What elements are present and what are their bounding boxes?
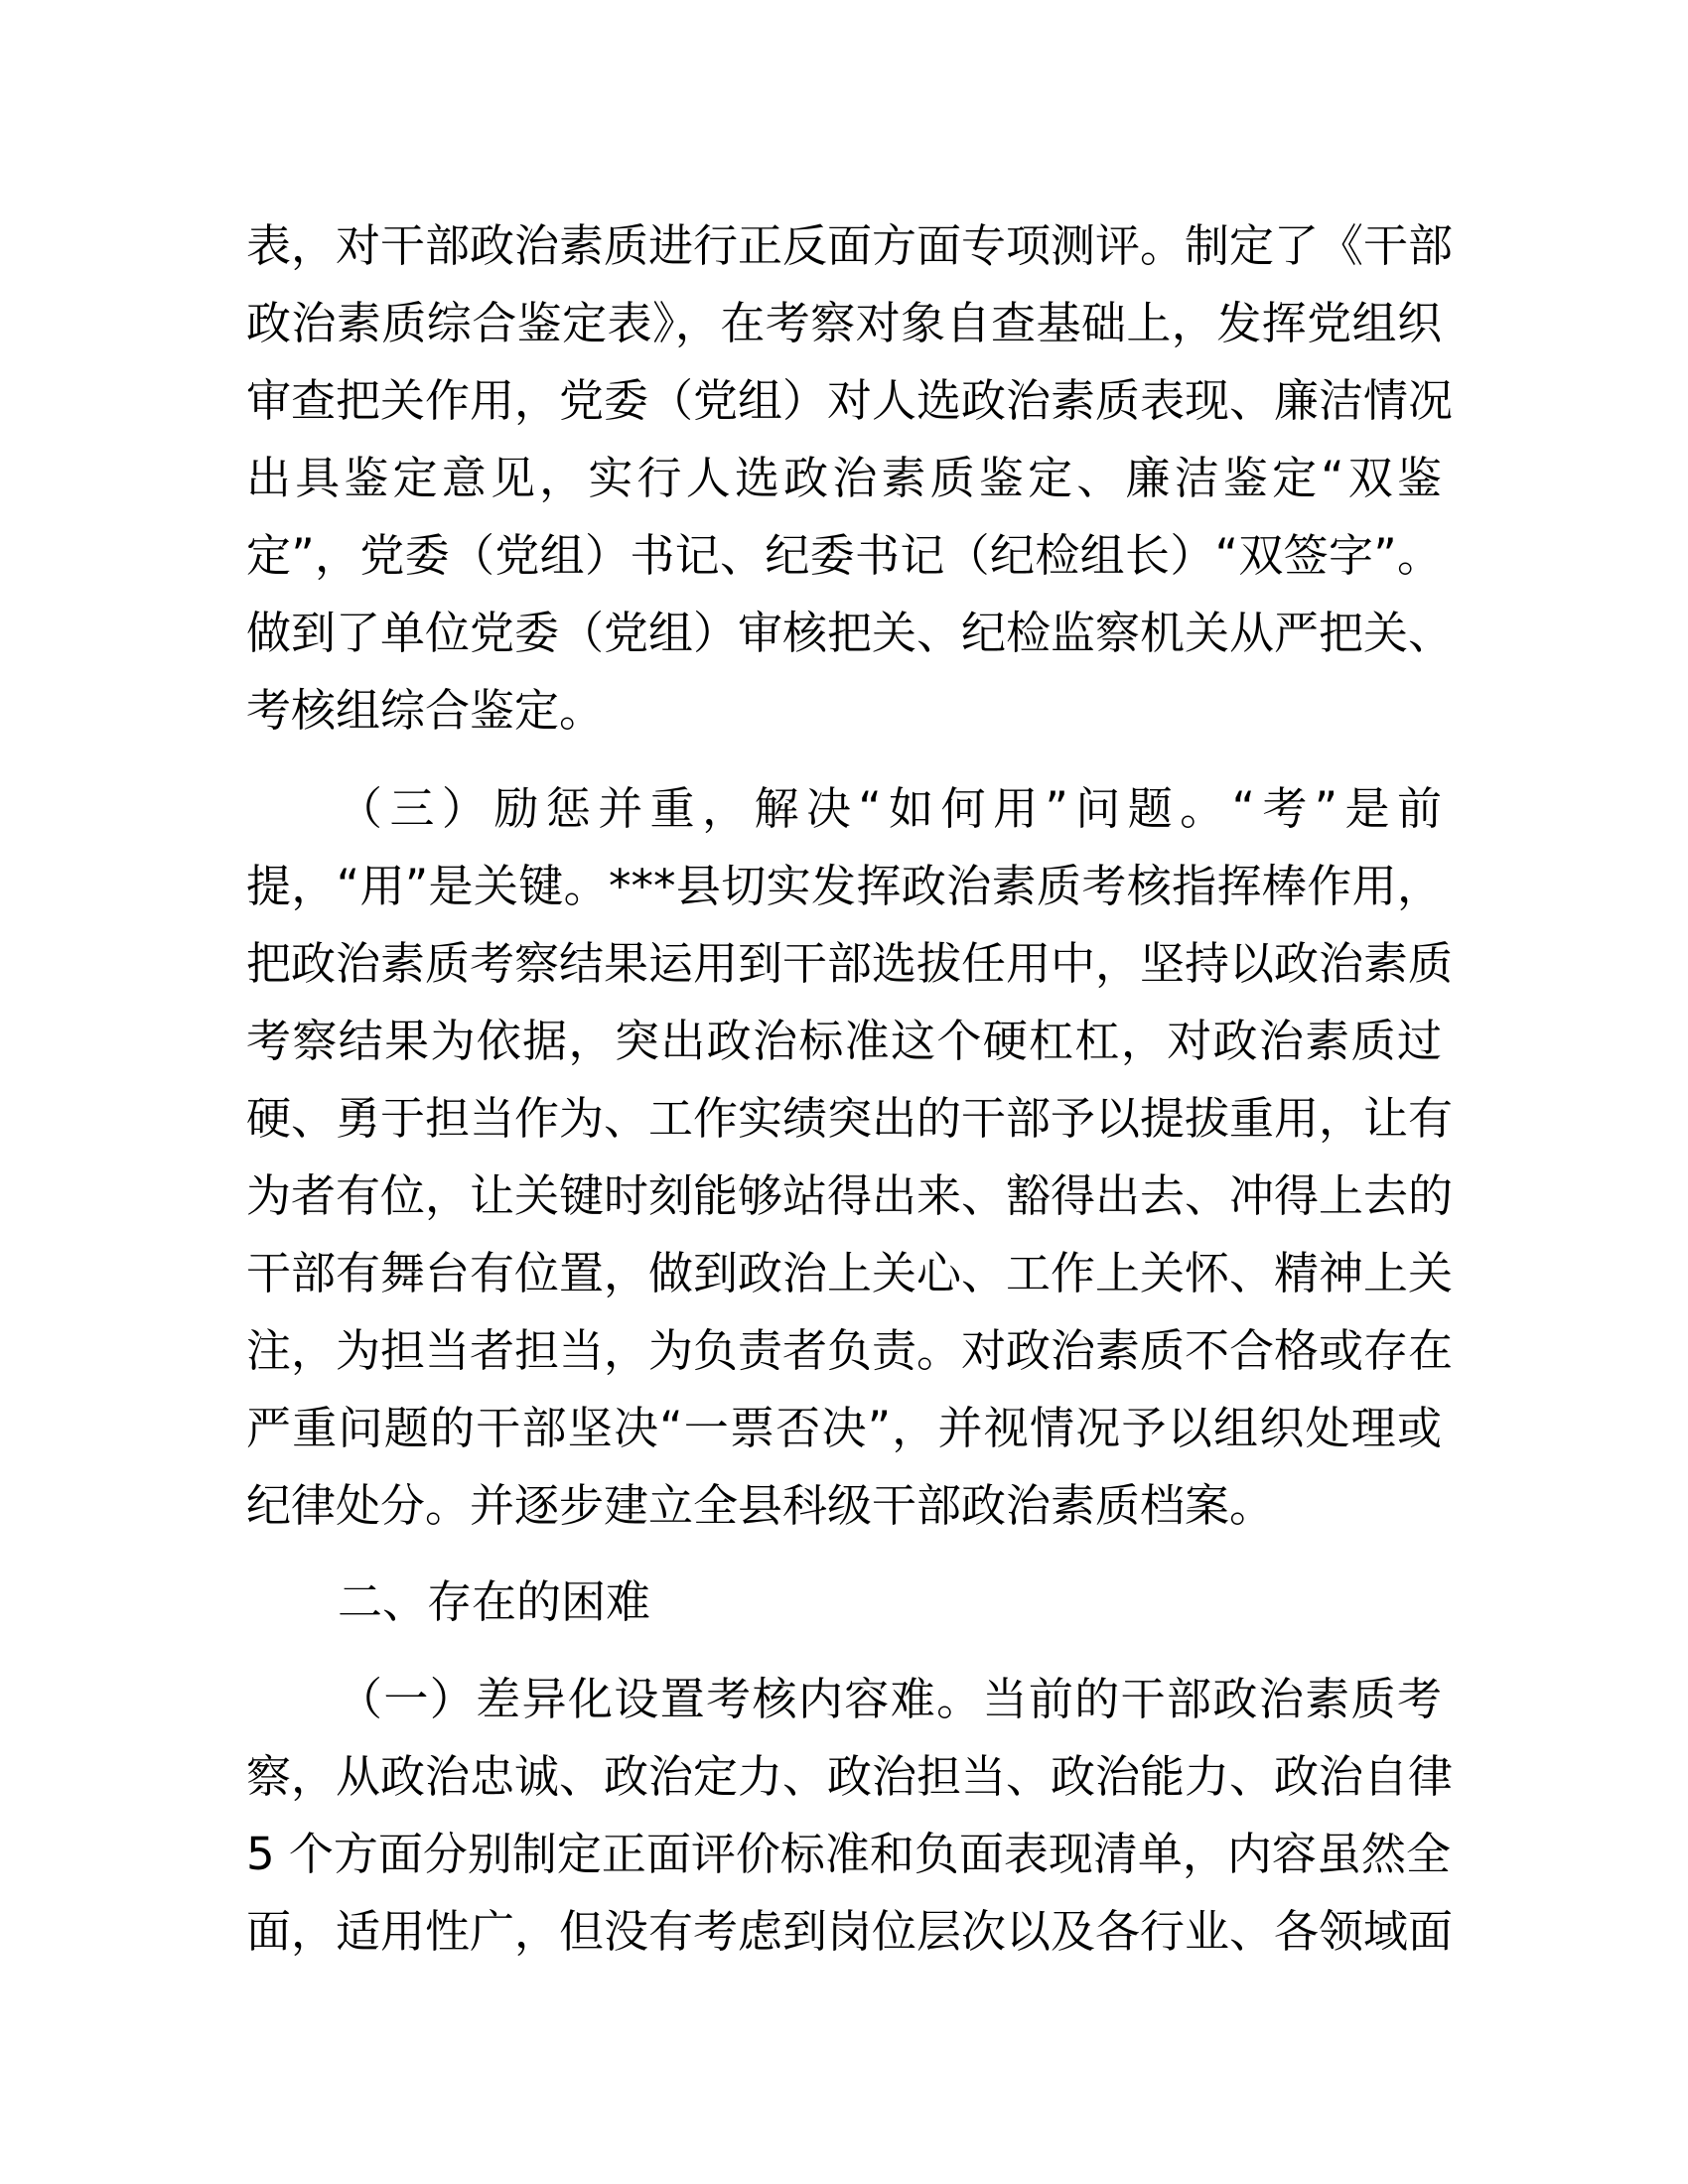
text-line: 纪律处分。并逐步建立全县科级干部政治素质档案。 xyxy=(246,1479,1275,1532)
text-line: 审查把关作用，党委（党组）对人选政治素质表现、廉洁情况 xyxy=(246,374,1454,427)
text-line-first: （三）励惩并重，解决“如何用”问题。“考”是前 xyxy=(338,782,1442,835)
text-line: 出具鉴定意见，实行人选政治素质鉴定、廉洁鉴定“双鉴 xyxy=(246,452,1442,504)
text-line: 干部有舞台有位置，做到政治上关心、工作上关怀、精神上关 xyxy=(246,1247,1454,1299)
text-line: 注，为担当者担当，为负责者负责。对政治素质不合格或存在 xyxy=(246,1324,1454,1377)
text-line: 硬、勇于担当作为、工作实绩突出的干部予以提拔重用，让有 xyxy=(246,1092,1454,1145)
text-line: 严重问题的干部坚决“一票否决”，并视情况予以组织处理或 xyxy=(246,1402,1442,1454)
heading-text: 二、存在的困难 xyxy=(338,1575,651,1628)
text-line: 面，适用性广，但没有考虑到岗位层次以及各行业、各领域面 xyxy=(246,1905,1454,1958)
text-line: 察，从政治忠诚、政治定力、政治担当、政治能力、政治自律 xyxy=(246,1750,1454,1803)
text-line: 为者有位，让关键时刻能够站得出来、豁得出去、冲得上去的 xyxy=(246,1169,1454,1222)
text-line: 定”，党委（党组）书记、纪委书记（纪检组长）“双签字”。 xyxy=(246,529,1442,582)
text-line: 5 个方面分别制定正面评价标准和负面表现清单，内容虽然全 xyxy=(246,1828,1451,1880)
text-line: 政治素质综合鉴定表》，在考察对象自查基础上，发挥党组织 xyxy=(246,297,1442,349)
text-line: 考核组综合鉴定。 xyxy=(246,684,605,737)
text-line: 提，“用”是关键。***县切实发挥政治素质考核指挥棒作用， xyxy=(246,860,1442,912)
text-line: 表，对干部政治素质进行正反面方面专项测评。制定了《干部 xyxy=(246,219,1454,272)
text-line: 做到了单位党委（党组）审核把关、纪检监察机关从严把关、 xyxy=(246,607,1454,659)
text-line-first: （一）差异化设置考核内容难。当前的干部政治素质考 xyxy=(338,1673,1442,1725)
text-line: 把政治素质考察结果运用到干部选拔任用中，坚持以政治素质 xyxy=(246,937,1454,990)
text-line: 考察结果为依据，突出政治标准这个硬杠杠，对政治素质过 xyxy=(246,1015,1442,1067)
